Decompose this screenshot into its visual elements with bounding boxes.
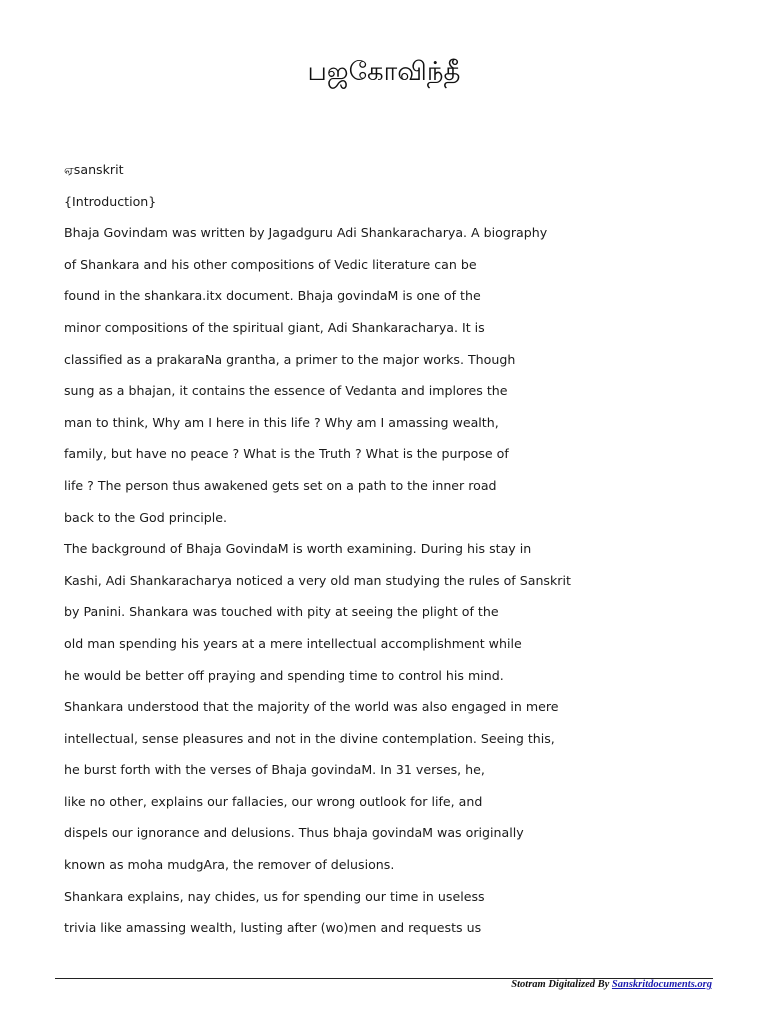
text-line: classified as a prakaraNa grantha, a primer to the major works. Though bbox=[64, 351, 516, 367]
text-line: he burst forth with the verses of Bhaja govindaM. In 31 verses, he, bbox=[64, 762, 485, 778]
text-line: like no other, explains our fallacies, our wrong outlook for life, and bbox=[64, 793, 483, 809]
text-line: old man spending his years at a mere intellectual accomplishment while bbox=[64, 635, 522, 651]
text-line: Bhaja Govindam was written by Jagadguru Adi Shankaracharya. A biography bbox=[64, 225, 548, 241]
text-line: life ? The person thus awakened gets set on a path to the inner road bbox=[64, 477, 497, 493]
text-line: sung as a bhajan, it contains the essence of Vedanta and implores the bbox=[64, 383, 508, 399]
text-line: intellectual, sense pleasures and not in the divine contemplation. Seeing this, bbox=[64, 730, 555, 746]
footer-link[interactable]: Sanskritdocuments.org bbox=[611, 979, 712, 990]
text-line: The background of Bhaja GovindaM is worth examining. During his stay in bbox=[64, 541, 532, 557]
text-line: ஏsanskrit bbox=[64, 162, 124, 177]
footer-prefix: Stotram Digitalized By bbox=[511, 979, 612, 990]
text-line: trivia like amassing wealth, lusting after (wo)men and requests us bbox=[64, 920, 482, 936]
text-line: back to the God principle. bbox=[64, 509, 228, 525]
footer-credit bbox=[511, 979, 712, 990]
text-line: Shankara understood that the majority of the world was also engaged in mere bbox=[64, 699, 559, 715]
text-line: he would be better off praying and spending time to control his mind. bbox=[64, 667, 504, 683]
text-line: Kashi, Adi Shankaracharya noticed a very old man studying the rules of Sanskrit bbox=[64, 572, 571, 588]
text-line: known as moha mudgAra, the remover of delusions. bbox=[64, 857, 395, 873]
page-title: பஜகோவிந்தீ bbox=[307, 57, 461, 87]
text-line: Shankara explains, nay chides, us for spending our time in useless bbox=[64, 888, 485, 904]
text-line: dispels our ignorance and delusions. Thus bhaja govindaM was originally bbox=[64, 825, 524, 841]
text-line: of Shankara and his other compositions of Vedic literature can be bbox=[64, 256, 477, 272]
text-line: by Panini. Shankara was touched with pity at seeing the plight of the bbox=[64, 604, 499, 620]
text-line: {Introduction} bbox=[64, 193, 157, 209]
text-line: family, but have no peace ? What is the Truth ? What is the purpose of bbox=[64, 446, 509, 462]
text-line: man to think, Why am I here in this life ? Why am I amassing wealth, bbox=[64, 414, 499, 430]
body-text bbox=[64, 160, 724, 950]
text-line: found in the shankara.itx document. Bhaja govindaM is one of the bbox=[64, 288, 481, 304]
text-line: minor compositions of the spiritual giant, Adi Shankaracharya. It is bbox=[64, 319, 485, 335]
